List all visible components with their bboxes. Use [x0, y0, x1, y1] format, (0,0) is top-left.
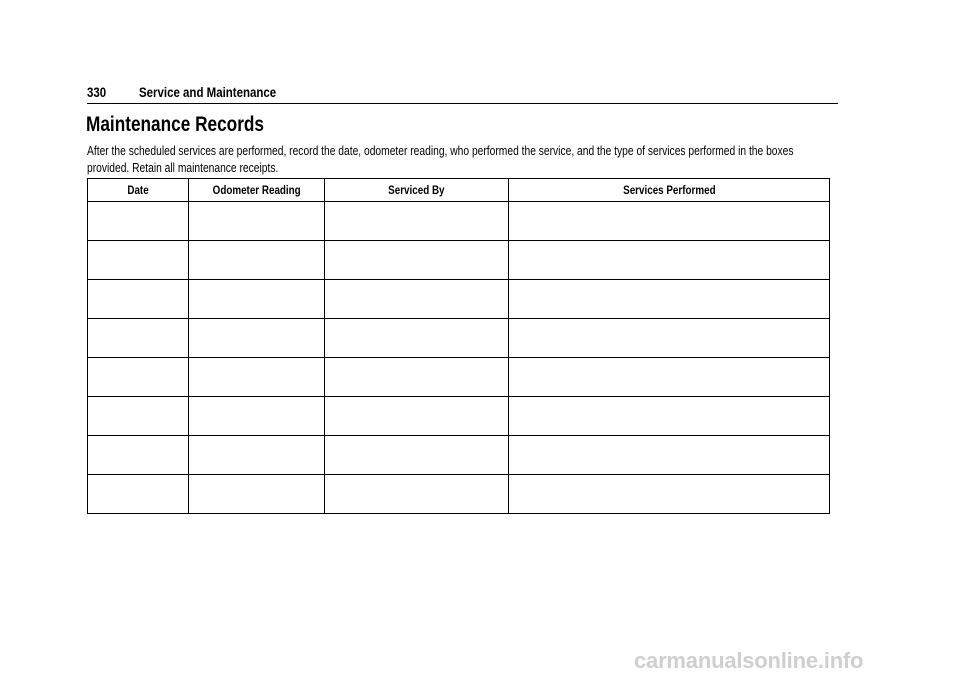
serviced-by-cell	[325, 397, 509, 436]
column-header-date: Date	[88, 179, 189, 202]
odometer-reading-cell	[189, 241, 325, 280]
date-cell	[88, 280, 189, 319]
services-performed-cell	[509, 241, 830, 280]
page-title: Maintenance Records	[86, 113, 265, 136]
page-number: 330	[87, 84, 107, 100]
table-row	[88, 319, 830, 358]
column-header-odometer-reading: Odometer Reading	[189, 179, 325, 202]
section-title: Service and Maintenance	[139, 84, 277, 100]
services-performed-cell	[509, 319, 830, 358]
services-performed-cell	[509, 436, 830, 475]
odometer-reading-cell	[189, 397, 325, 436]
services-performed-cell	[509, 397, 830, 436]
services-performed-cell	[509, 202, 830, 241]
watermark: carmanualsonline.info	[634, 648, 864, 673]
table-header-row	[88, 179, 830, 202]
odometer-reading-cell	[189, 202, 325, 241]
table-row	[88, 280, 830, 319]
table-row	[88, 436, 830, 475]
column-header-services-performed: Services Performed	[509, 179, 830, 202]
intro-paragraph: After the scheduled services are performed, record the date, odometer reading, who performed the service, and the type of services performed in the boxes provided. Retain all maintenance receipts.	[87, 144, 794, 175]
odometer-reading-cell	[189, 436, 325, 475]
page-header	[87, 84, 838, 104]
serviced-by-cell	[325, 280, 509, 319]
serviced-by-cell	[325, 202, 509, 241]
date-cell	[88, 436, 189, 475]
odometer-reading-cell	[189, 475, 325, 514]
table-row	[88, 397, 830, 436]
serviced-by-cell	[325, 475, 509, 514]
serviced-by-cell	[325, 358, 509, 397]
odometer-reading-cell	[189, 280, 325, 319]
date-cell	[88, 202, 189, 241]
table-row	[88, 241, 830, 280]
date-cell	[88, 397, 189, 436]
table-row	[88, 475, 830, 514]
table-row	[88, 202, 830, 241]
maintenance-records-table	[87, 178, 830, 514]
date-cell	[88, 241, 189, 280]
column-header-serviced-by: Serviced By	[325, 179, 509, 202]
serviced-by-cell	[325, 436, 509, 475]
services-performed-cell	[509, 475, 830, 514]
services-performed-cell	[509, 280, 830, 319]
odometer-reading-cell	[189, 319, 325, 358]
odometer-reading-cell	[189, 358, 325, 397]
date-cell	[88, 358, 189, 397]
table-body	[88, 202, 830, 514]
date-cell	[88, 475, 189, 514]
date-cell	[88, 319, 189, 358]
table-row	[88, 358, 830, 397]
services-performed-cell	[509, 358, 830, 397]
serviced-by-cell	[325, 319, 509, 358]
serviced-by-cell	[325, 241, 509, 280]
